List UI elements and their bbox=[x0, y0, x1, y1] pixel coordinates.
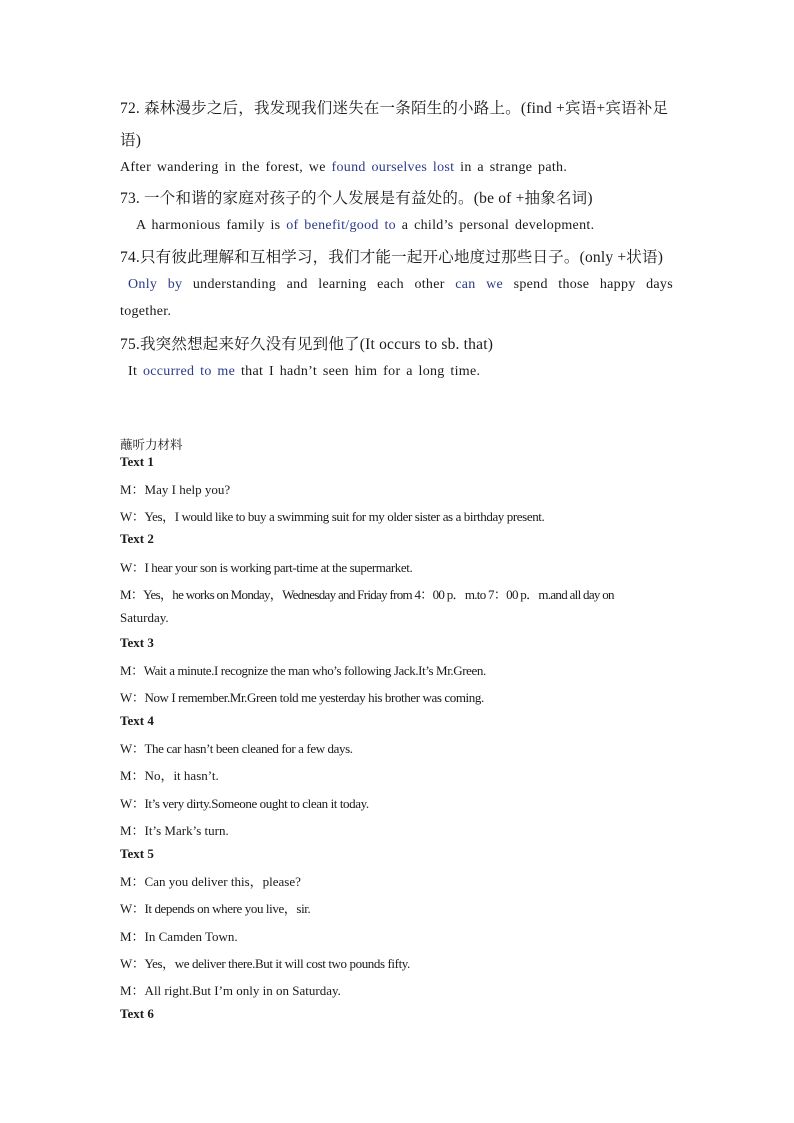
answer-key-phrase: Only by bbox=[128, 277, 183, 292]
dialogue-line: M：Yes，he works on Monday，Wednesday and Friday from 4：00 p．m.to 7：00 p．m.and all day on bbox=[120, 587, 614, 602]
dialogue-line: M：May I help you? bbox=[120, 482, 231, 497]
answer-key-phrase: can we bbox=[455, 277, 504, 292]
dialogue-line: Saturday. bbox=[120, 610, 169, 625]
exercise-73-question: 73. 一个和谐的家庭对孩子的个人发展是有益处的。(be of +抽象名词) bbox=[120, 190, 593, 207]
answer-text: spend those happy days bbox=[513, 277, 673, 292]
exercise-72-question-cont: 语) bbox=[120, 132, 142, 149]
dialogue-line: W：I hear your son is working part-time at the supermarket. bbox=[120, 560, 413, 575]
dialogue-line: M：All right.But I’m only in on Saturday. bbox=[120, 983, 341, 998]
answer-key-phrase: of benefit/good to bbox=[286, 218, 396, 233]
answer-text: After wandering in the forest, we bbox=[120, 160, 326, 175]
dialogue-line: W：The car hasn’t been cleaned for a few days. bbox=[120, 741, 353, 756]
answer-text: A harmonious family is bbox=[136, 218, 281, 233]
exercise-74-answer-cont: together. bbox=[120, 304, 172, 319]
exercise-72-question: 72. 森林漫步之后，我发现我们迷失在一条陌生的小路上。(find +宾语+宾语补足 bbox=[120, 100, 669, 117]
exercise-73-answer bbox=[136, 218, 594, 234]
dialogue-line: M：No，it hasn’t. bbox=[120, 768, 219, 783]
exercise-74-question: 74.只有彼此理解和互相学习，我们才能一起开心地度过那些日子。(only +状语) bbox=[120, 249, 664, 266]
answer-text: in a strange path. bbox=[460, 160, 568, 175]
text-2-heading: Text 2 bbox=[120, 531, 154, 546]
dialogue-line: W：It depends on where you live，sir. bbox=[120, 901, 311, 916]
text-5-heading: Text 5 bbox=[120, 846, 154, 861]
answer-text: understanding and learning each other bbox=[192, 277, 445, 292]
answer-text: a child’s personal development. bbox=[401, 218, 595, 233]
dialogue-line: M：Wait a minute.I recognize the man who’s following Jack.It’s Mr.Green. bbox=[120, 663, 486, 678]
text-6-heading: Text 6 bbox=[120, 1006, 154, 1021]
answer-text: that I hadn’t seen him for a long time. bbox=[240, 364, 481, 379]
exercise-72-answer bbox=[120, 160, 567, 176]
listening-section-title: 蘸听力材料 bbox=[120, 438, 183, 452]
exercise-74-answer bbox=[128, 277, 673, 293]
answer-key-phrase: occurred to me bbox=[142, 364, 236, 379]
dialogue-line: W：Yes，we deliver there.But it will cost two pounds fifty. bbox=[120, 956, 410, 971]
answer-text: It bbox=[128, 364, 138, 379]
dialogue-line: W：It’s very dirty.Someone ought to clean it today. bbox=[120, 796, 369, 811]
dialogue-line: M：It’s Mark’s turn. bbox=[120, 823, 229, 838]
answer-key-phrase: found ourselves lost bbox=[331, 160, 455, 175]
exercise-75-question: 75.我突然想起来好久没有见到他了(It occurs to sb. that) bbox=[120, 336, 494, 353]
text-3-heading: Text 3 bbox=[120, 635, 154, 650]
text-4-heading: Text 4 bbox=[120, 713, 154, 728]
exercise-75-answer bbox=[128, 364, 480, 380]
dialogue-line: W：Yes，I would like to buy a swimming suit for my older sister as a birthday present. bbox=[120, 509, 545, 524]
dialogue-line: M：In Camden Town. bbox=[120, 929, 238, 944]
text-1-heading: Text 1 bbox=[120, 454, 154, 469]
dialogue-line: W：Now I remember.Mr.Green told me yesterday his brother was coming. bbox=[120, 690, 484, 705]
dialogue-line: M：Can you deliver this，please? bbox=[120, 874, 301, 889]
